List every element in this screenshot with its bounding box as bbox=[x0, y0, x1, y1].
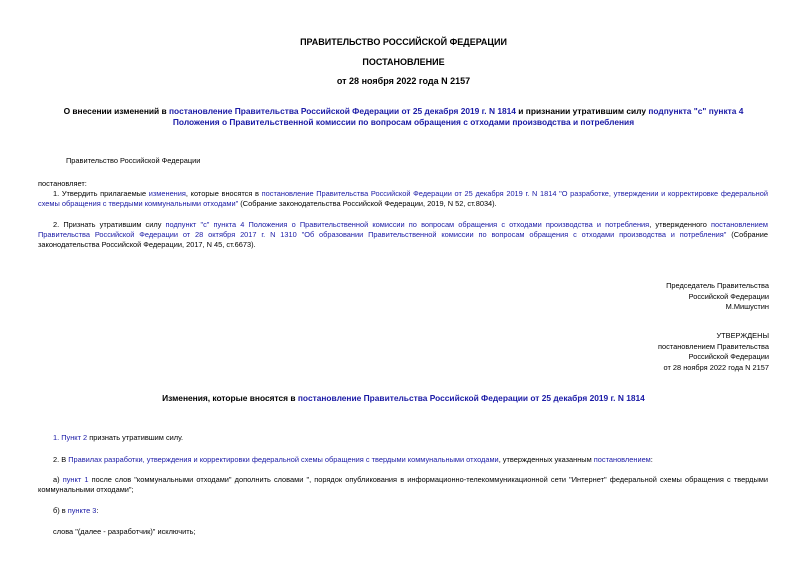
approval-line-3: Российской Федерации bbox=[688, 352, 769, 361]
approval-line-2: постановлением Правительства bbox=[658, 341, 769, 351]
p2-link-decree-1310[interactable]: постановлением Правительства Российской Федерации от 28 октября 2017 г. N 1310 "Об образовании Правительственной комиссии по вопросам обращения с отходами производства и потребления" bbox=[38, 220, 768, 239]
change-b-text: б) в bbox=[53, 506, 68, 515]
p2-text: , утвержденного bbox=[649, 220, 711, 229]
approval-block bbox=[658, 331, 769, 373]
title-text: и признании утратившим силу bbox=[515, 106, 649, 116]
p1-link-decree-1814[interactable]: постановление Правительства Российской Федерации от 25 декабря 2019 г. N 1814 "О разработке, утверждении и корректировке федеральной схемы обращения с твердыми коммунальными отходами" bbox=[38, 189, 768, 208]
title-link-decree-1814[interactable]: постановление Правительства Российской Федерации от 25 декабря 2019 г. N 1814 bbox=[169, 106, 516, 116]
paragraph-1 bbox=[38, 189, 768, 209]
change-1 bbox=[53, 433, 183, 443]
signature-block bbox=[666, 281, 769, 313]
change-b-link[interactable]: пункте 3 bbox=[67, 506, 97, 515]
government-name: Правительство Российской Федерации bbox=[66, 156, 201, 165]
change-1-text: признать утратившим силу. bbox=[87, 433, 184, 442]
p2-link-subpoint-c[interactable]: подпункт "с" пункта 4 Положения о Правительственной комиссии по вопросам обращения с отходами производства и потребления bbox=[165, 220, 650, 229]
paragraph-2 bbox=[38, 220, 768, 250]
title-link-regulation[interactable]: Положения о Правительственной комиссии по вопросам обращения с отходами производства и потребления bbox=[172, 117, 635, 127]
p2-text: (Собрание законодательства Российской Федерации, 2017, N 45, ст.6673). bbox=[38, 230, 768, 249]
change-a bbox=[38, 475, 768, 495]
changes-heading-text: Изменения, которые вносятся в bbox=[162, 393, 298, 403]
change-2-link-decree[interactable]: постановлением bbox=[593, 455, 651, 464]
p2-text: 2. Признать утратившим силу bbox=[53, 220, 166, 229]
changes-heading bbox=[0, 393, 807, 404]
change-b-text: : bbox=[96, 506, 99, 515]
document-date: от 28 ноября 2022 года N 2157 bbox=[336, 76, 471, 86]
signature-position: Председатель Правительства bbox=[666, 281, 769, 290]
decides-text: постановляет: bbox=[38, 179, 87, 188]
change-1-link[interactable]: 1. Пункт 2 bbox=[53, 433, 88, 442]
change-2-link-rules[interactable]: Правилах разработки, утверждения и корректировки федеральной схемы обращения с твердыми коммунальными отходами bbox=[68, 455, 499, 464]
p1-text: 1. Утвердить прилагаемые bbox=[53, 189, 149, 198]
change-2-text: : bbox=[650, 455, 653, 464]
title-text: О внесении изменений в bbox=[63, 106, 169, 116]
p1-text: , которые вносятся в bbox=[185, 189, 262, 198]
approval-title: УТВЕРЖДЕНЫ bbox=[716, 331, 769, 340]
document-type: ПОСТАНОВЛЕНИЕ bbox=[362, 57, 445, 67]
signature-country: Российской Федерации bbox=[688, 291, 769, 301]
change-2-text: 2. В bbox=[53, 455, 69, 464]
changes-heading-link[interactable]: постановление Правительства Российской Федерации от 25 декабря 2019 г. N 1814 bbox=[297, 393, 645, 403]
document-title bbox=[0, 106, 807, 128]
approval-date: от 28 ноября 2022 года N 2157 bbox=[663, 362, 769, 372]
change-a-text: после слов "коммунальными отходами" дополнить словами ", порядок опубликования в информационно-телекоммуникационной сети "Интернет" федеральной схемы обращения с твердыми коммунальными отходами"; bbox=[38, 475, 768, 494]
p1-link-changes[interactable]: изменения bbox=[148, 189, 186, 198]
p1-text: (Собрание законодательства Российской Федерации, 2019, N 52, ст.8034). bbox=[238, 199, 497, 208]
change-b-detail: слова "(далее - разработчик)" исключить; bbox=[53, 527, 196, 536]
change-2-text: , утвержденных указанным bbox=[498, 455, 594, 464]
government-heading: ПРАВИТЕЛЬСТВО РОССИЙСКОЙ ФЕДЕРАЦИИ bbox=[300, 37, 507, 47]
change-a-link[interactable]: пункт 1 bbox=[62, 475, 89, 484]
title-link-subpoint-c[interactable]: подпункта "с" пункта 4 bbox=[648, 106, 744, 116]
signature-name: М.Мишустин bbox=[725, 302, 769, 311]
change-b bbox=[53, 506, 98, 516]
change-2 bbox=[53, 455, 653, 465]
change-a-text: а) bbox=[53, 475, 63, 484]
